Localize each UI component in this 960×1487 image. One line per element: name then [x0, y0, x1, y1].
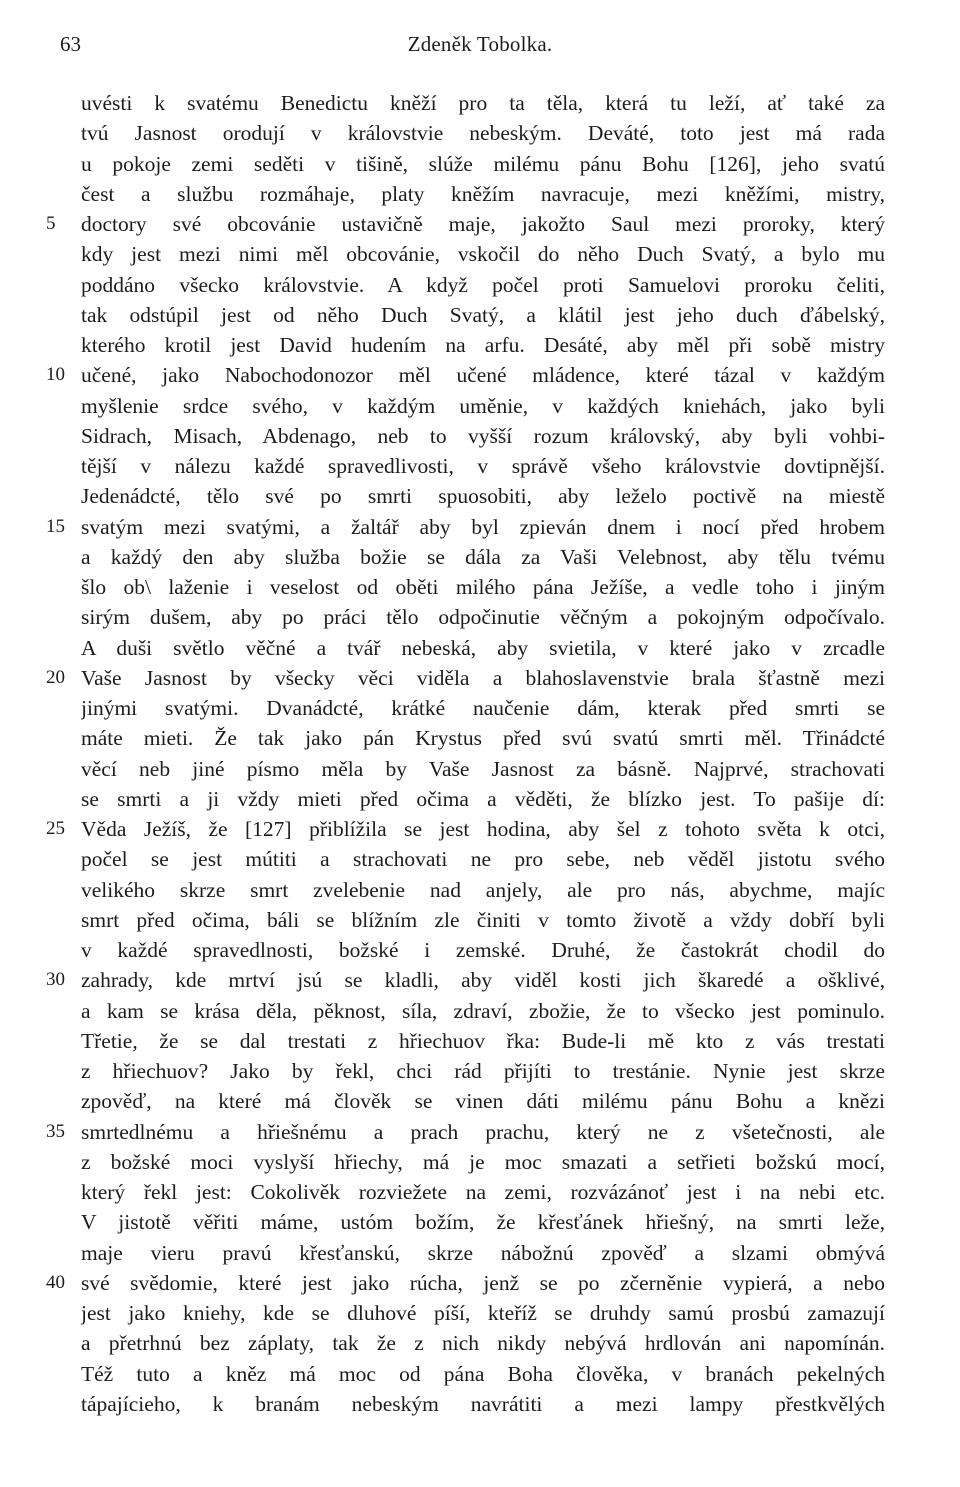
text-line — [81, 391, 885, 421]
line-text: se smrti a ji vždy mieti před očima a věděti, že blízko jest. To pašije dí: — [81, 786, 885, 811]
text-line — [81, 330, 885, 360]
line-text: jest jako kniehy, kde se dluhové píší, kteříž se druhdy samú prosbú zamazují — [81, 1301, 885, 1325]
line-text: věcí neb jiné písmo měla by Vaše Jasnost za básně. Najprvé, strachovati — [81, 756, 885, 781]
line-text: šlo ob\ laženie i veselost od oběti milého pána Ježíše, a vedle toho i jiným — [81, 575, 885, 599]
text-line — [81, 784, 885, 814]
line-text: Vaše Jasnost by všecky věci viděla a blahoslavenstvie brala šťastně mezi — [81, 665, 885, 690]
line-text: a každý den aby služba božie se dála za Vaši Velebnost, aby tělu tvému — [81, 544, 885, 569]
body-text — [46, 88, 885, 1419]
text-line — [81, 905, 885, 935]
text-line — [46, 814, 885, 844]
text-line — [81, 149, 885, 179]
line-text: v každé spravedlnosti, božské i zemské. Druhé, že častokrát chodil do — [81, 938, 885, 962]
text-line — [46, 360, 885, 390]
text-line — [81, 1147, 885, 1177]
line-text: který řekl jest: Cokolivěk rozviežete na zemi, rozvázánoť jest i na nebi etc. — [81, 1180, 885, 1204]
line-text: čest a službu rozmáhaje, platy kněžím navracuje, mezi kněžími, mistry, — [81, 181, 885, 206]
text-line — [81, 1359, 885, 1389]
text-line — [81, 602, 885, 632]
line-text: myšlenie srdce svého, v každým uměnie, v každých kniehách, jako byli — [81, 393, 885, 418]
text-line — [81, 1056, 885, 1086]
text-line — [46, 1268, 885, 1298]
line-text: a kam se krása děla, pěknost, síla, zdraví, zbožie, že to všecko jest pominulo. — [81, 998, 885, 1023]
text-line — [81, 88, 885, 118]
text-line — [81, 693, 885, 723]
text-line — [81, 118, 885, 148]
line-text: tvú Jasnost orodují v královstvie nebeským. Deváté, toto jest má rada — [81, 121, 885, 146]
line-number: 25 — [46, 818, 65, 839]
line-text: kdy jest mezi nimi měl obcovánie, vskočil do něho Duch Svatý, a bylo mu — [81, 242, 885, 267]
text-line — [81, 1389, 885, 1419]
line-text: maje vieru pravú křesťanskú, skrze nábožnú zpověď a slzami obmývá — [81, 1240, 885, 1265]
line-text: Třetie, že se dal trestati z hřiechuov řka: Bude-li mě kto z vás trestati — [81, 1028, 885, 1053]
text-line — [81, 754, 885, 784]
line-text: své svědomie, které jest jako rúcha, jenž se po zčerněnie vypierá, a nebo — [81, 1270, 885, 1295]
line-text: V jistotě věřiti máme, ustóm božím, že křesťánek hřiešný, na smrti leže, — [81, 1210, 885, 1235]
text-line — [81, 542, 885, 572]
line-text: zahrady, kde mrtví jsú se kladli, aby viděl kosti jich škaredé a ošklivé, — [81, 968, 885, 993]
line-text: tak odstúpil jest od něho Duch Svatý, a klátil jest jeho duch ďábelský, — [81, 302, 885, 327]
line-text: smrt před očima, báli se blížním zle činiti v tomto životě a vždy dobří byli — [81, 907, 885, 932]
line-number: 30 — [46, 969, 65, 991]
line-number: 5 — [46, 213, 56, 234]
line-text: velikého skrze smrt zvelebenie nad anjely, ale pro nás, abychme, majíc — [81, 877, 885, 902]
line-text: učené, jako Nabochodonozor měl učené mládence, které tázal v každým — [81, 363, 885, 388]
line-text: Též tuto a kněz má moc od pána Boha člověka, v branách pekelných — [81, 1361, 885, 1386]
text-line — [81, 935, 885, 965]
line-text: Sidrach, Misach, Abdenago, neb to vyšší rozum královský, aby byli vohbi- — [81, 423, 885, 448]
line-text: uvésti k svatému Benedictu kněží pro ta těla, která tu leží, ať také za — [81, 91, 885, 115]
line-text: u pokoje zemi seděti v tišině, slúže milému pánu Bohu [126], jeho svatú — [81, 151, 885, 176]
line-text: svatým mezi svatými, a žaltář aby byl zpieván dnem i nocí před hrobem — [81, 514, 885, 539]
text-line — [81, 1026, 885, 1056]
line-text: máte mieti. Že tak jako pán Krystus před svú svatú smrti měl. Třinádcté — [81, 726, 885, 751]
text-line — [81, 844, 885, 874]
text-line — [81, 239, 885, 269]
text-line — [46, 209, 885, 239]
text-line — [81, 633, 885, 663]
text-line — [81, 572, 885, 602]
text-line — [81, 723, 885, 753]
text-line — [81, 875, 885, 905]
text-line — [81, 300, 885, 330]
page-number: 63 — [60, 32, 81, 56]
line-text: tější v nálezu každé spravedlivosti, v správě všeho královstvie dovtipnější. — [81, 454, 885, 478]
running-head: Zdeněk Tobolka. — [407, 32, 553, 56]
line-number: 35 — [46, 1120, 65, 1142]
line-text: z božské moci vyslyší hřiechy, má je moc smazati a setřieti božskú mocí, — [81, 1149, 885, 1174]
line-text: z hřiechuov? Jako by řekl, chci rád přijíti to trestánie. Nynie jest skrze — [81, 1059, 885, 1083]
text-line — [81, 270, 885, 300]
text-line — [81, 481, 885, 511]
text-line — [46, 663, 885, 693]
line-number: 20 — [46, 666, 65, 688]
line-number: 10 — [46, 364, 65, 386]
text-line — [81, 179, 885, 209]
line-number: 15 — [46, 515, 65, 537]
line-text: sirým dušem, aby po práci tělo odpočinutie věčným a pokojným odpočívalo. — [81, 605, 885, 630]
text-line — [81, 421, 885, 451]
line-text: doctory své obcovánie ustavičně maje, jakožto Saul mezi proroky, který — [81, 212, 885, 236]
line-text: A duši světlo věčné a tvář nebeská, aby svietila, v které jako v zrcadle — [81, 635, 885, 660]
line-text: poddáno všecko královstvie. A když počel proti Samuelovi proroku čeliti, — [81, 272, 885, 297]
line-text: jinými svatými. Dvanádcté, krátké naučenie dám, kterak před smrti se — [81, 696, 885, 720]
text-line — [81, 1177, 885, 1207]
text-line — [81, 451, 885, 481]
line-text: zpověď, na které má člověk se vinen dáti milému pánu Bohu a knězi — [81, 1089, 885, 1114]
line-text: kterého krotil jest David hudením na arfu. Desáté, aby měl při sobě mistry — [81, 333, 885, 357]
line-text: Věda Ježíš, že [127] přiblížila se jest hodina, aby šel z tohoto světa k otci, — [81, 817, 885, 841]
text-line — [81, 1207, 885, 1237]
line-text: a přetrhnú bez záplaty, tak že z nich nikdy nebývá hrdlován ani napomínán. — [81, 1331, 885, 1356]
line-text: smrtedlnému a hřiešnému a prach prachu, který ne z všetečnosti, ale — [81, 1119, 885, 1144]
text-line — [81, 996, 885, 1026]
text-line — [81, 1298, 885, 1328]
text-line — [81, 1238, 885, 1268]
line-text: Jedenádcté, tělo své po smrti spuosobiti, aby leželo poctivě na miestě — [81, 484, 885, 509]
text-line — [81, 1086, 885, 1116]
text-line — [81, 1328, 885, 1358]
text-line — [46, 965, 885, 995]
text-line — [46, 512, 885, 542]
text-line — [46, 1117, 885, 1147]
line-text: tápajícieho, k branám nebeským navrátiti a mezi lampy přestkvělých — [81, 1391, 885, 1416]
line-text: počel se jest mútiti a strachovati ne pro sebe, neb věděl jistotu svého — [81, 847, 885, 872]
line-number: 40 — [46, 1271, 65, 1293]
